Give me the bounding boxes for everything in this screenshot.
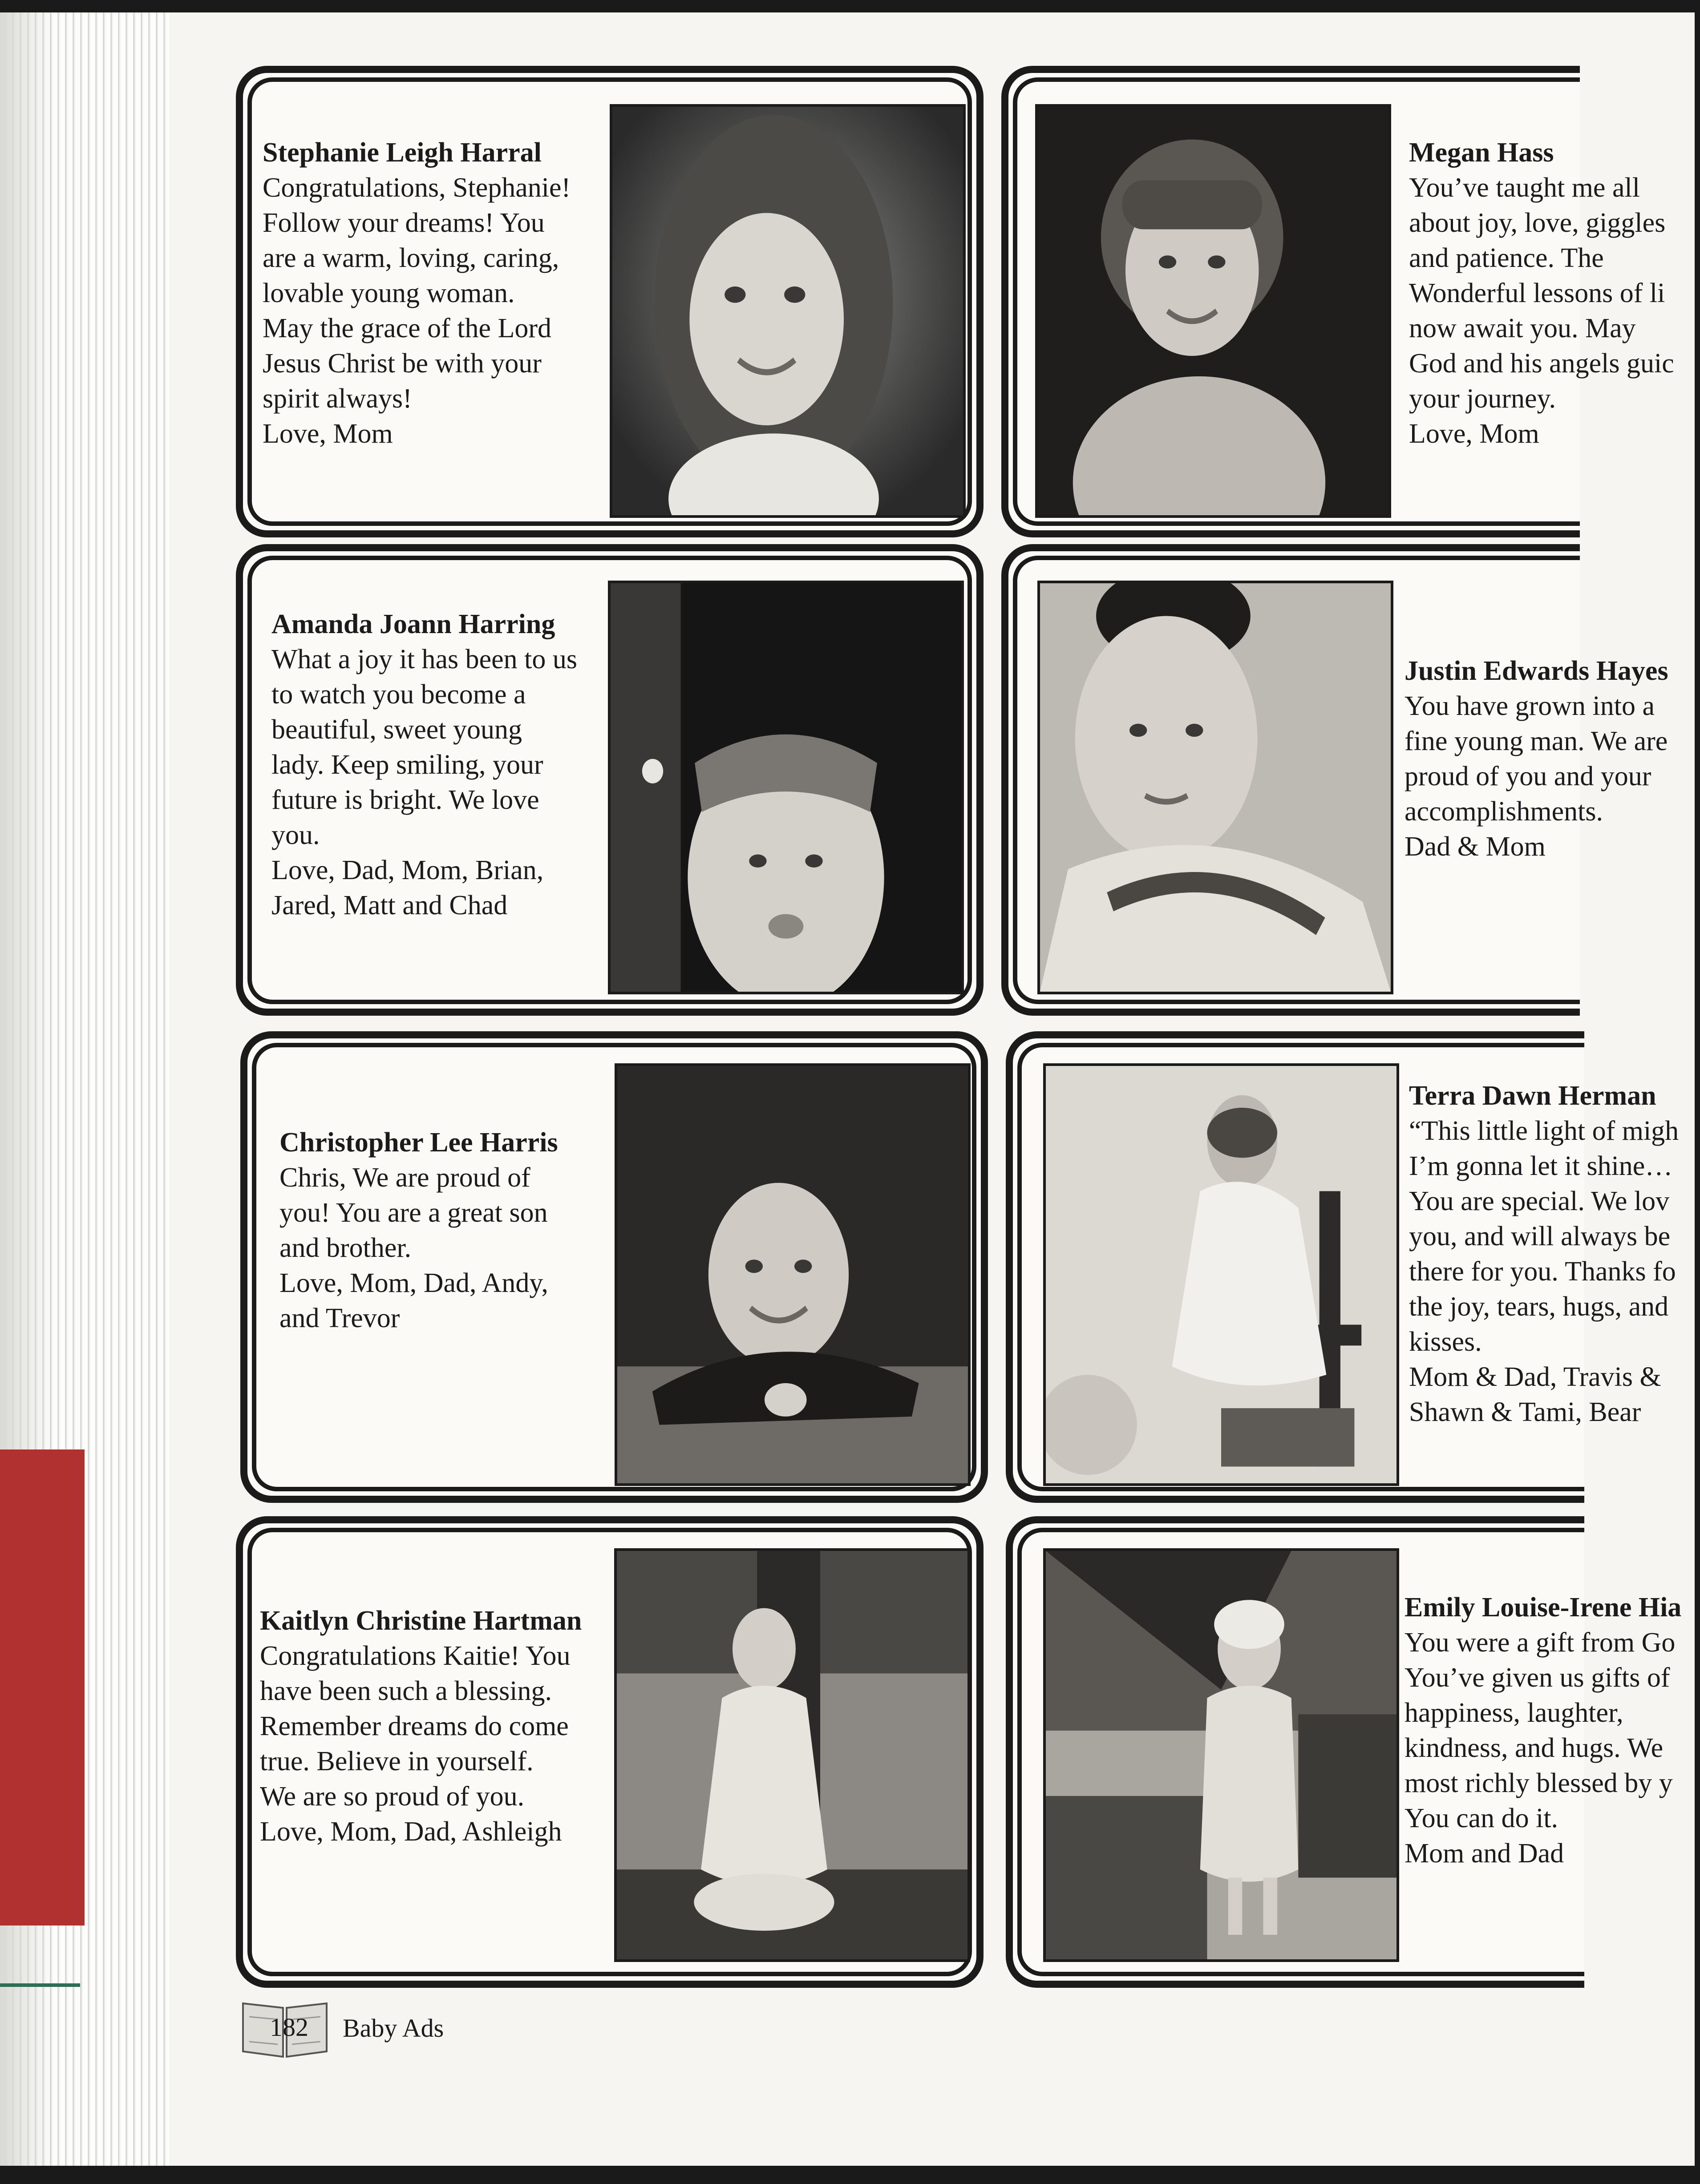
baby-photo <box>610 104 966 518</box>
baby-photo <box>614 1548 970 1962</box>
ad-line: Mom & Dad, Travis & <box>1409 1362 1661 1392</box>
ad-name: Justin Edwards Hayes <box>1405 656 1668 686</box>
ad-line: What a joy it has been to us <box>271 644 577 674</box>
ad-line: kisses. <box>1409 1327 1482 1357</box>
ad-line: and Trevor <box>279 1303 400 1333</box>
ad-text <box>263 135 619 452</box>
ad-line: You’ve taught me all <box>1409 173 1640 203</box>
ad-line: Follow your dreams! You <box>263 208 545 238</box>
ad-line: there for you. Thanks fo <box>1409 1256 1676 1287</box>
ad-line: future is bright. We love <box>271 785 539 815</box>
yearbook-page <box>0 12 1695 2166</box>
ad-line: You are special. We lov <box>1409 1186 1670 1216</box>
ad-line: lady. Keep smiling, your <box>271 750 543 780</box>
baby-photo <box>608 581 964 994</box>
baby-ad-megan <box>1001 66 1674 537</box>
page-number: 182 <box>270 2013 308 2042</box>
ad-text <box>1409 1078 1695 1430</box>
ad-line: Wonderful lessons of li <box>1409 278 1665 308</box>
ad-name: Emily Louise-Irene Hia <box>1405 1592 1682 1623</box>
baby-photo <box>1043 1548 1399 1962</box>
ad-text <box>279 1125 635 1336</box>
ad-line: Chris, We are proud of <box>279 1163 530 1193</box>
ad-name: Kaitlyn Christine Hartman <box>260 1606 582 1636</box>
ad-line: God and his angels guic <box>1409 348 1674 379</box>
ad-line: are a warm, loving, caring, <box>263 243 559 273</box>
baby-ad-christopher <box>240 1031 988 1503</box>
section-title: Baby Ads <box>343 2014 444 2043</box>
baby-ad-stephanie <box>236 66 984 537</box>
ad-line: Mom and Dad <box>1405 1838 1564 1869</box>
baby-ad-amanda <box>236 544 984 1016</box>
baby-photo <box>615 1063 971 1486</box>
ad-line: you! You are a great son <box>279 1198 548 1228</box>
ad-name: Stephanie Leigh Harral <box>263 137 542 168</box>
ad-line: you. <box>271 820 320 850</box>
ad-line: Love, Mom <box>1409 419 1539 449</box>
ad-line: lovable young woman. <box>263 278 515 308</box>
baby-photo <box>1043 1063 1399 1486</box>
ad-line: Love, Dad, Mom, Brian, <box>271 855 544 885</box>
ad-line: have been such a blessing. <box>260 1676 552 1706</box>
ad-line: May the grace of the Lord <box>263 313 552 343</box>
ad-line: most richly blessed by y <box>1405 1768 1673 1798</box>
ad-line: and brother. <box>279 1233 412 1263</box>
baby-ad-kaitlyn <box>236 1516 984 1988</box>
ad-line: proud of you and your <box>1405 761 1651 791</box>
ad-line: Love, Mom, Dad, Ashleigh <box>260 1817 562 1847</box>
baby-photo <box>1035 104 1391 518</box>
ad-line: spirit always! <box>263 384 412 414</box>
page-edges <box>0 12 169 2166</box>
ad-text <box>260 1603 616 1849</box>
ad-line: kindness, and hugs. We <box>1405 1733 1664 1763</box>
ad-text <box>1409 135 1695 452</box>
ad-line: I’m gonna let it shine… <box>1409 1151 1673 1181</box>
ad-line: Congratulations, Stephanie! <box>263 173 571 203</box>
ad-line: beautiful, sweet young <box>271 715 522 745</box>
ad-line: You’ve given us gifts of <box>1405 1663 1670 1693</box>
ad-line: You can do it. <box>1405 1803 1558 1833</box>
ad-name: Christopher Lee Harris <box>279 1127 558 1158</box>
baby-ad-justin <box>1001 544 1668 1016</box>
red-section-tab <box>0 1449 85 1926</box>
ad-line: about joy, love, giggles <box>1409 208 1666 238</box>
ad-line: You have grown into a <box>1405 691 1655 721</box>
ad-line: You were a gift from Go <box>1405 1627 1676 1658</box>
ad-line: you, and will always be <box>1409 1221 1671 1251</box>
ad-line: “This little light of migh <box>1409 1116 1679 1146</box>
ad-line: Dad & Mom <box>1405 832 1546 862</box>
ad-line: Love, Mom <box>263 419 393 449</box>
ad-text <box>1405 654 1695 864</box>
ad-line: Congratulations Kaitie! You <box>260 1641 571 1671</box>
ad-text <box>271 607 627 923</box>
ad-line: to watch you become a <box>271 679 526 710</box>
ad-line: the joy, tears, hugs, and <box>1409 1292 1669 1322</box>
ad-line: and patience. The <box>1409 243 1604 273</box>
ad-name: Megan Hass <box>1409 137 1554 168</box>
ad-line: now await you. May <box>1409 313 1636 343</box>
ad-line: true. Believe in yourself. <box>260 1746 534 1776</box>
ad-line: your journey. <box>1409 384 1556 414</box>
baby-ad-terra <box>1006 1031 1679 1503</box>
ad-line: accomplishments. <box>1405 796 1603 827</box>
ad-name: Amanda Joann Harring <box>271 609 555 639</box>
ad-line: Love, Mom, Dad, Andy, <box>279 1268 548 1298</box>
ad-line: happiness, laughter, <box>1405 1698 1623 1728</box>
baby-photo <box>1037 581 1393 994</box>
ad-text <box>1405 1590 1695 1871</box>
baby-ad-emily <box>1006 1516 1682 1988</box>
ad-line: Remember dreams do come <box>260 1711 569 1741</box>
ad-line: We are so proud of you. <box>260 1781 525 1812</box>
green-section-tab <box>0 1983 80 1987</box>
ad-line: fine young man. We are <box>1405 726 1668 756</box>
ad-name: Terra Dawn Herman <box>1409 1081 1656 1111</box>
ad-line: Shawn & Tami, Bear <box>1409 1397 1641 1427</box>
ad-line: Jared, Matt and Chad <box>271 890 508 920</box>
ad-line: Jesus Christ be with your <box>263 348 542 379</box>
